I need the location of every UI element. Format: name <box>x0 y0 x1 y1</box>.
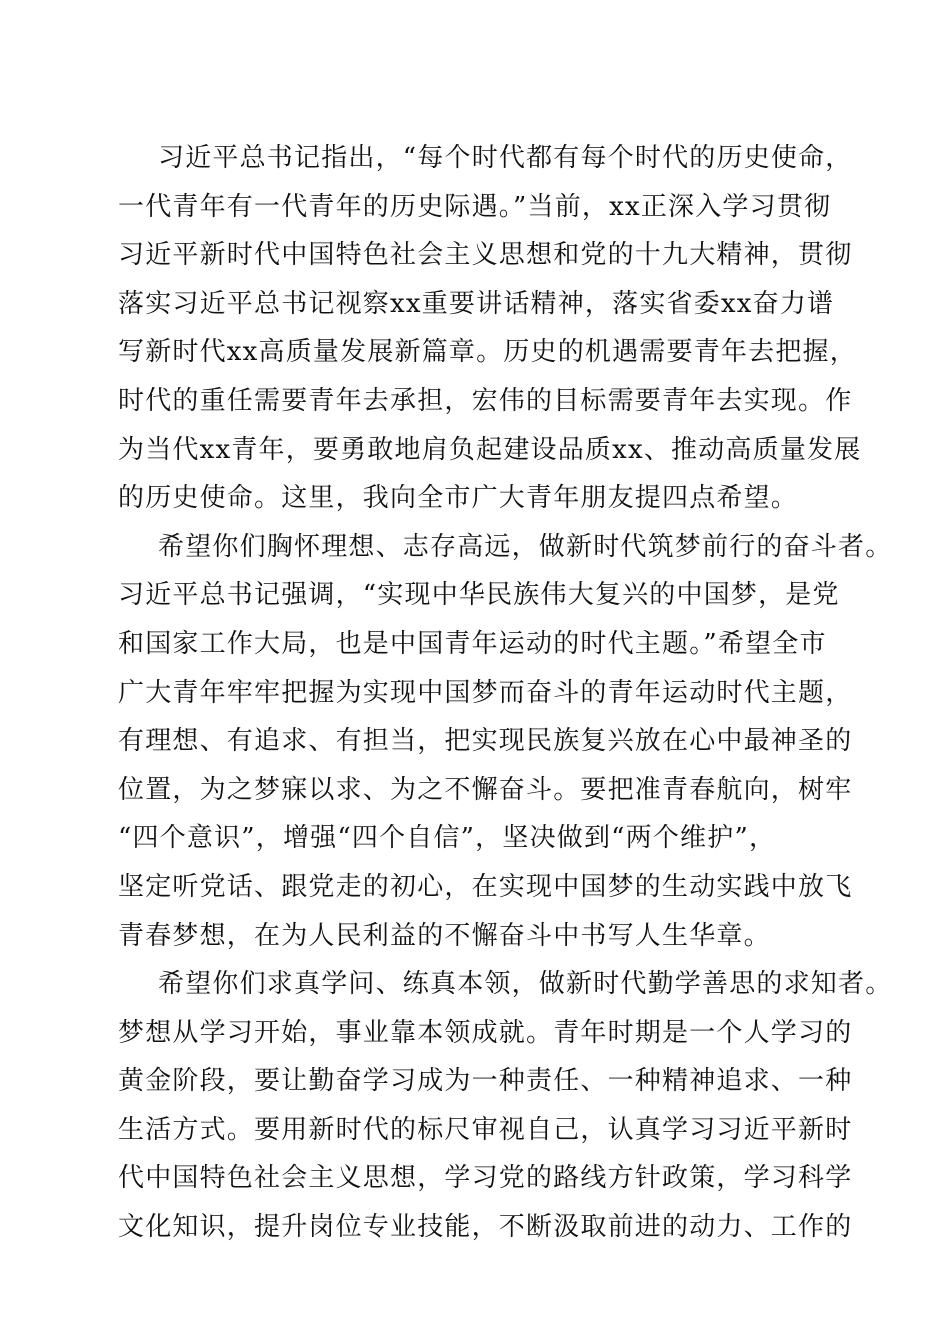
text-line: 落实习近平总书记视察xx重要讲话精神，落实省委xx奋力谱 <box>118 288 835 319</box>
text-line: 黄金阶段，要让勤奋学习成为一种责任、一种精神追求、一种 <box>118 1066 853 1097</box>
text-line: 生活方式。要用新时代的标尺审视自己，认真学习习近平新时 <box>118 1114 853 1145</box>
text-line: 的历史使命。这里，我向全市广大青年朋友提四点希望。 <box>118 483 799 514</box>
text-line: 一代青年有一代青年的历史际遇。”当前，xx正深入学习贯彻 <box>118 191 832 222</box>
text-line: 习近平新时代中国特色社会主义思想和党的十九大精神，贯彻 <box>118 240 853 271</box>
text-line: “四个意识”，增强“四个自信”，坚决做到“两个维护”， <box>118 823 777 854</box>
text-line: 坚定听党话、跟党走的初心，在实现中国梦的生动实践中放飞 <box>118 871 853 902</box>
text-line: 梦想从学习开始，事业靠本领成就。青年时期是一个人学习的 <box>118 1017 853 1048</box>
text-line: 文化知识，提升岗位专业技能，不断汲取前进的动力、工作的 <box>118 1212 853 1243</box>
text-line: 广大青年牢牢把握为实现中国梦而奋斗的青年运动时代主题， <box>118 677 853 708</box>
text-line: 代中国特色社会主义思想，学习党的路线方针政策，学习科学 <box>118 1163 853 1194</box>
text-line: 青春梦想，在为人民利益的不懈奋斗中书写人生华章。 <box>118 920 771 951</box>
body-text <box>118 134 893 1252</box>
text-line: 写新时代xx高质量发展新篇章。历史的机遇需要青年去把握， <box>118 337 857 368</box>
text-line: 希望你们求真学问、练真本领，做新时代勤学善思的求知者。 <box>158 969 893 1000</box>
text-line: 有理想、有追求、有担当，把实现民族复兴放在心中最神圣的 <box>118 726 853 757</box>
text-line: 时代的重任需要青年去承担，宏伟的目标需要青年去实现。作 <box>118 385 853 416</box>
text-line: 习近平总书记指出，“每个时代都有每个时代的历史使命， <box>158 143 853 173</box>
text-line: 和国家工作大局，也是中国青年运动的时代主题。”希望全市 <box>118 628 827 659</box>
text-line: 希望你们胸怀理想、志存高远，做新时代筑梦前行的奋斗者。 <box>158 531 893 562</box>
text-line: 为当代xx青年，要勇敢地肩负起建设品质xx、推动高质量发展 <box>118 434 862 465</box>
text-line: 位置，为之梦寐以求、为之不懈奋斗。要把准青春航向，树牢 <box>118 774 853 805</box>
text-line: 习近平总书记强调，“实现中华民族伟大复兴的中国梦，是党 <box>118 580 840 611</box>
